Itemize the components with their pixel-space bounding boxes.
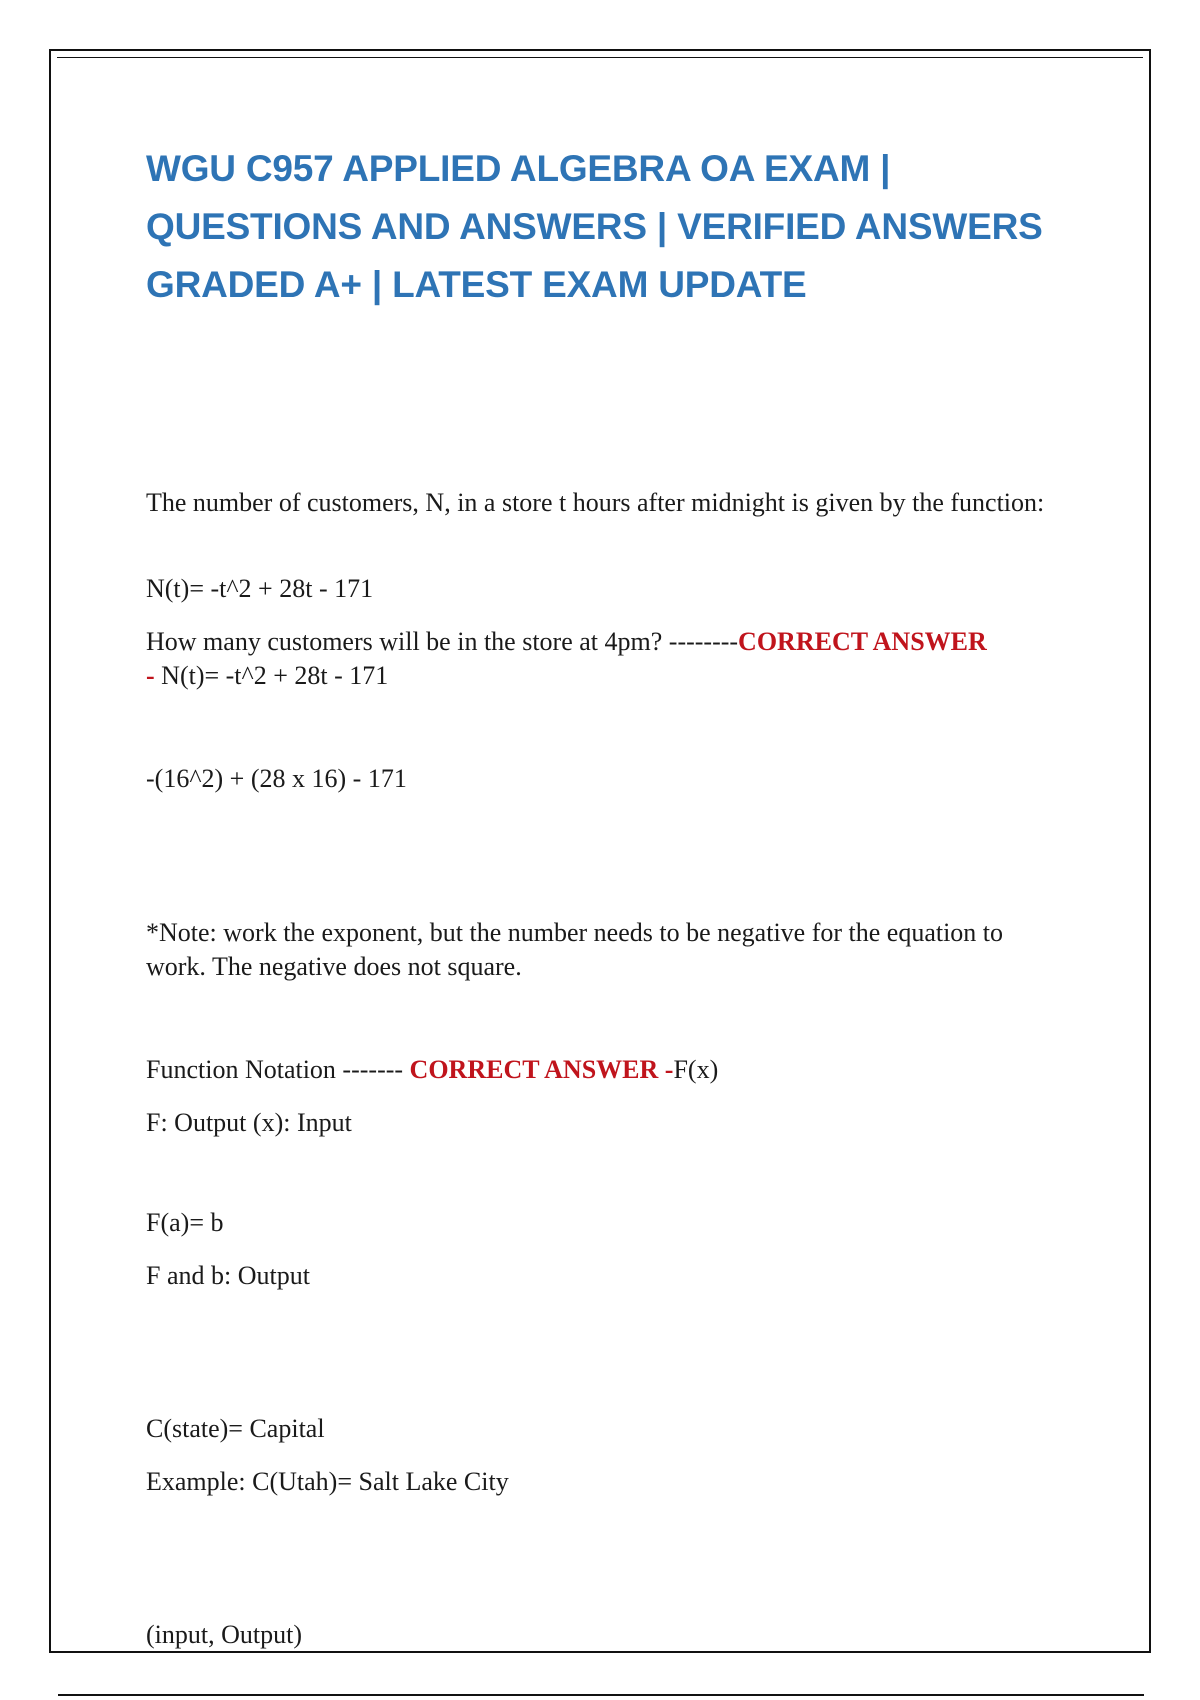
footer-rule xyxy=(58,1694,1144,1696)
q1-work: -(16^2) + (28 x 16) - 171 xyxy=(146,764,407,793)
document-title: WGU C957 APPLIED ALGEBRA OA EXAM | QUESTIONS AND ANSWERS | VERIFIED ANSWERS GRADED A+ | LATEST EXAM UPDATE xyxy=(146,148,1043,305)
top-rule xyxy=(57,57,1143,58)
q1-prompt: The number of customers, N, in a store t hours after midnight is given by the function: xyxy=(146,488,1045,517)
q2-question-text: Function Notation ------- xyxy=(146,1055,410,1084)
q2-line-input-output: (input, Output) xyxy=(146,1620,302,1649)
q1-question-text: How many customers will be in the store at 4pm? -------- xyxy=(146,627,739,656)
q2-answer-text: F(x) xyxy=(673,1055,719,1084)
q2-line-f-and-b: F and b: Output xyxy=(146,1261,310,1290)
q2-correct-answer-label: CORRECT ANSWER - xyxy=(409,1055,674,1084)
q1-question xyxy=(146,625,1066,693)
q1-note: *Note: work the exponent, but the number needs to be negative for the equation to work. The negative does not square. xyxy=(146,918,1004,981)
q2-line-fa-b: F(a)= b xyxy=(146,1208,224,1237)
q2-line-c-state: C(state)= Capital xyxy=(146,1414,325,1443)
q1-answer-dash: - xyxy=(146,661,155,690)
q2-question xyxy=(146,1053,1066,1087)
q1-equation: N(t)= -t^2 + 28t - 171 xyxy=(146,574,374,603)
q2-line-example: Example: C(Utah)= Salt Lake City xyxy=(146,1467,509,1496)
q1-correct-answer-label: CORRECT ANSWER xyxy=(738,627,987,656)
q1-answer-equation: N(t)= -t^2 + 28t - 171 xyxy=(154,661,389,690)
q2-line-output-input: F: Output (x): Input xyxy=(146,1108,352,1137)
